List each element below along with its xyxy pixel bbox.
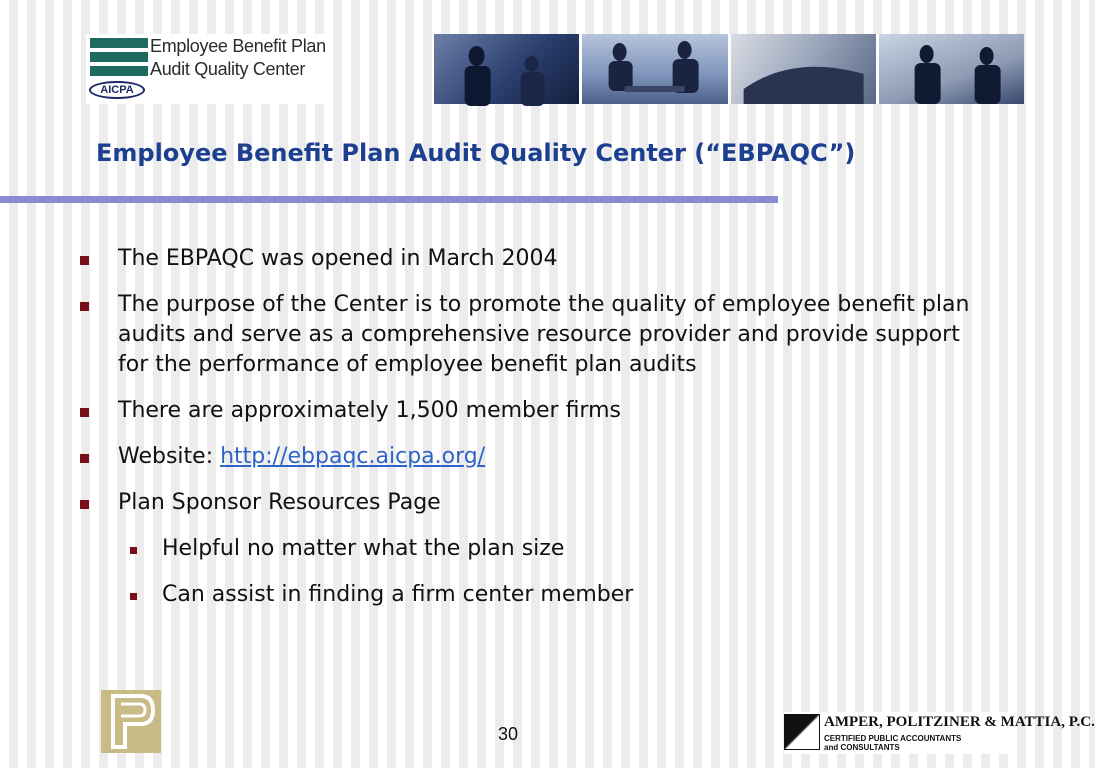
handshake-photo <box>731 34 879 104</box>
list-item-text: The purpose of the Center is to promote the quality of employee benefit plan audits and serve as a comprehensive resource provider and provide support for the performance of employee benefit plan audits <box>118 292 970 377</box>
website-link[interactable]: http://ebpaqc.aicpa.org/ <box>220 444 486 469</box>
sub-list-item <box>80 580 980 610</box>
square-bullet-icon <box>80 454 89 463</box>
sub-list-item <box>80 534 980 564</box>
square-bullet-icon <box>80 500 89 509</box>
list-item <box>80 396 980 426</box>
bullet-list <box>80 244 980 626</box>
slide-title: Employee Benefit Plan Audit Quality Center (“EBPAQC”) <box>96 139 856 167</box>
firm-mark-icon <box>784 714 820 750</box>
square-bullet-icon <box>80 302 89 311</box>
logo-line-1: Employee Benefit Plan <box>150 36 326 56</box>
square-bullet-icon <box>130 593 137 600</box>
sub-list-item-text: Can assist in finding a firm center member <box>162 582 634 607</box>
list-item-website <box>80 442 980 472</box>
header-photo-strip <box>434 34 1024 104</box>
list-item <box>80 290 980 380</box>
square-bullet-icon <box>80 256 89 265</box>
business-people-photo <box>434 34 582 104</box>
list-item-text: There are approximately 1,500 member firms <box>118 398 621 423</box>
meeting-photo <box>582 34 730 104</box>
aicpa-badge: AICPA <box>89 81 145 99</box>
square-bullet-icon <box>130 547 137 554</box>
firm-monogram-logo <box>101 690 161 753</box>
list-item-text: Plan Sponsor Resources Page <box>118 490 441 515</box>
page-number: 30 <box>497 724 519 744</box>
firm-tagline-1: CERTIFIED PUBLIC ACCOUNTANTS <box>824 734 962 743</box>
website-label: Website: <box>118 444 221 469</box>
firm-name: AMPER, POLITZINER & MATTIA, P.C. <box>824 714 1095 730</box>
list-item-plan-sponsor <box>80 488 980 518</box>
logo-bars <box>90 38 148 80</box>
ebpaqc-logo <box>86 34 330 104</box>
firm-logo <box>784 712 1095 754</box>
list-item-text: The EBPAQC was opened in March 2004 <box>118 246 558 271</box>
logo-line-2: Audit Quality Center <box>150 59 306 79</box>
list-item <box>80 244 980 274</box>
sub-list-item-text: Helpful no matter what the plan size <box>162 536 565 561</box>
title-divider <box>0 196 778 203</box>
presentation-photo <box>879 34 1024 104</box>
firm-tagline-2: and CONSULTANTS <box>824 743 900 752</box>
square-bullet-icon <box>80 408 89 417</box>
